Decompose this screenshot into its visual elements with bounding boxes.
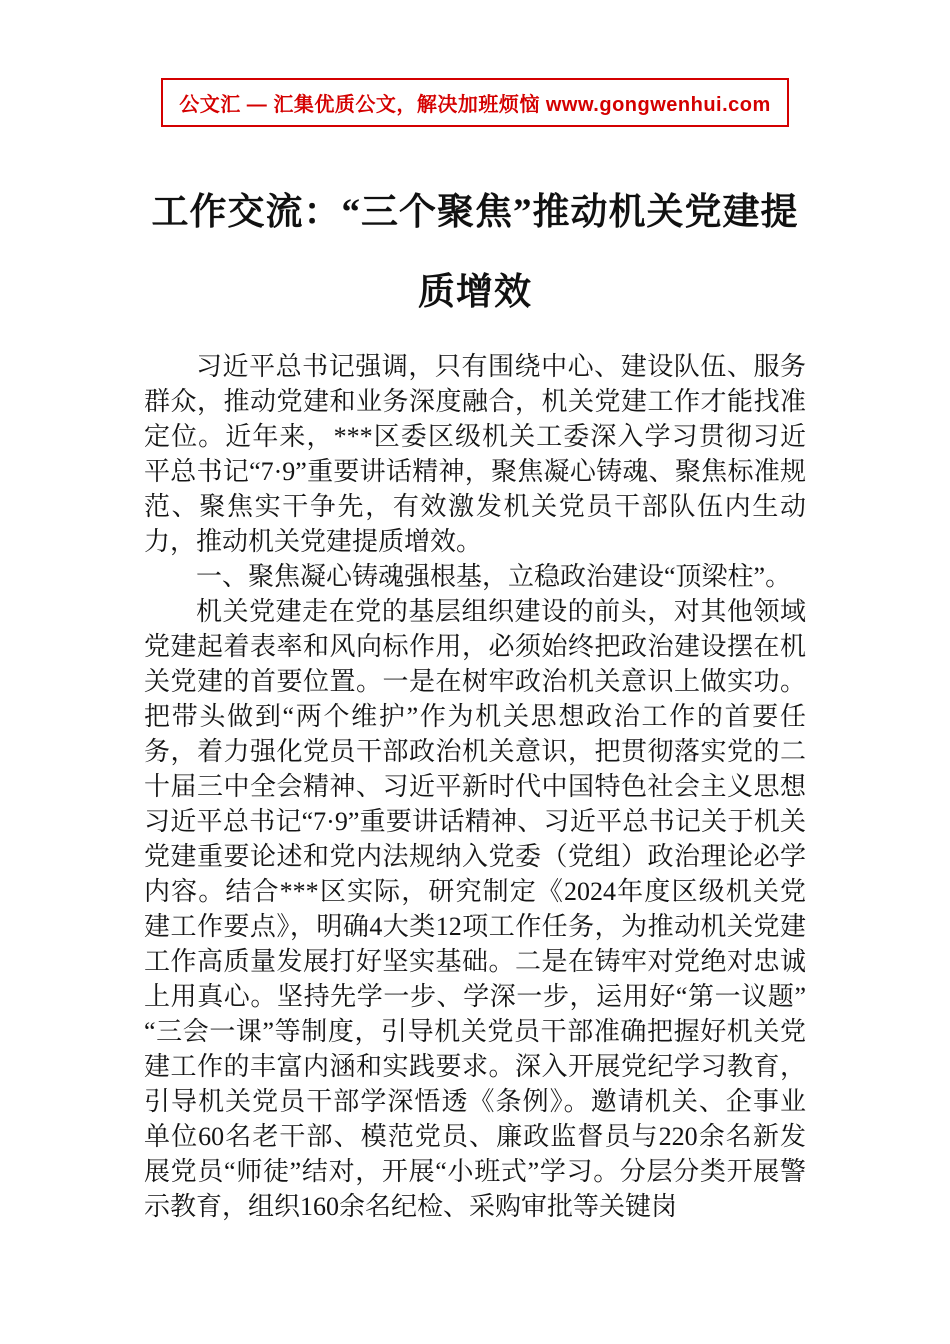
document-body	[144, 349, 806, 1224]
section-heading-one: 一、聚焦凝心铸魂强根基，立稳政治建设“顶梁柱”。	[196, 562, 792, 591]
promo-banner-text: 公文汇 — 汇集优质公文，解决加班烦恼 www.gongwenhui.com	[179, 94, 771, 116]
promo-banner	[161, 78, 789, 127]
paragraph-section-one: 机关党建走在党的基层组织建设的前头，对其他领域党建起着表率和风向标作用，必须始终把政治建设摆在机关党建的首要位置。一是在树牢政治机关意识上做实功。把带头做到“两个维护”作为机关思想政治工作的首要任务，着力强化党员干部政治机关意识，把贯彻落实党的二十届三中全会精神、习近平新时代中国特色社会主义思想习近平总书记“7·9”重要讲话精神、习近平总书记关于机关党建重要论述和党内法规纳入党委（党组）政治理论必学内容。结合***区实际，研究制定《2024年度区级机关党建工作要点》，明确4大类12项工作任务，为推动机关党建工作高质量发展打好坚实基础。二是在铸牢对党绝对忠诚上用真心。坚持先学一步、学深一步，运用好“第一议题”“三会一课”等制度，引导机关党员干部准确把握好机关党建工作的丰富内涵和实践要求。深入开展党纪学习教育，引导机关党员干部学深悟透《条例》。邀请机关、企事业单位60名老干部、模范党员、廉政监督员与220余名新发展党员“师徒”结对，开展“小班式”学习。分层分类开展警示教育，组织160余名纪检、采购审批等关键岗	[144, 597, 806, 1221]
paragraph-intro: 习近平总书记强调，只有围绕中心、建设队伍、服务群众，推动党建和业务深度融合，机关党建工作才能找准定位。近年来，***区委区级机关工委深入学习贯彻习近平总书记“7·9”重要讲话精神，聚焦凝心铸魂、聚焦标准规范、聚焦实干争先，有效激发机关党员干部队伍内生动力，推动机关党建提质增效。	[144, 352, 806, 556]
document-title: 工作交流：“三个聚焦”推动机关党建提质增效	[151, 192, 799, 313]
